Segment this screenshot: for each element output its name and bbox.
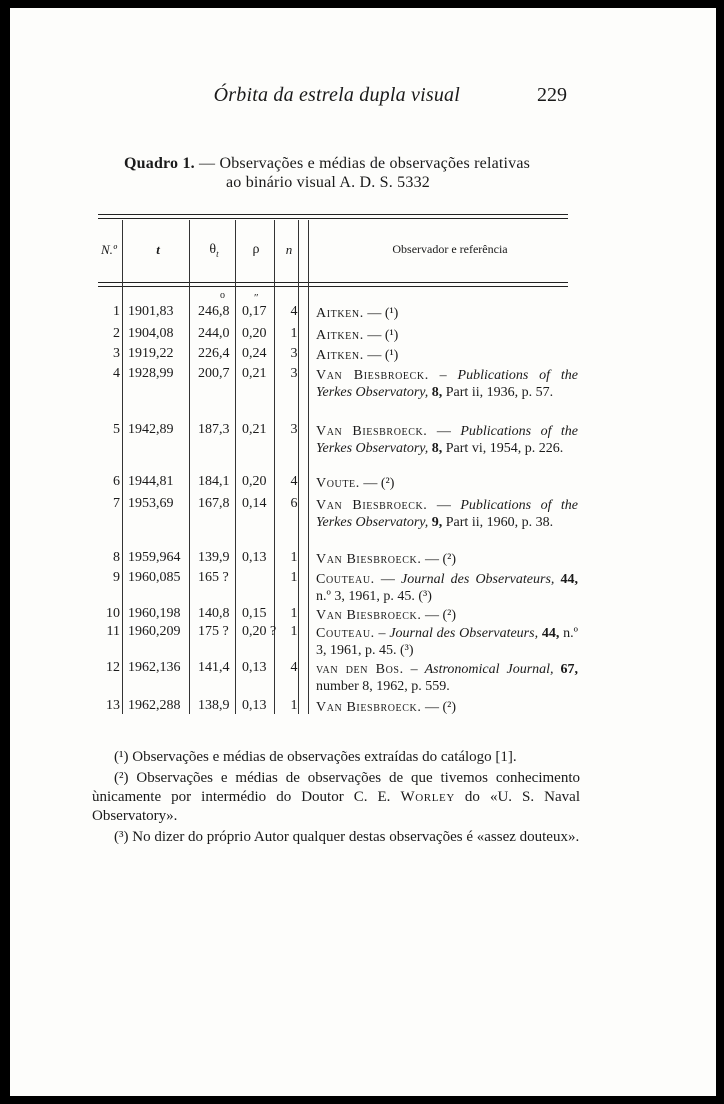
footnote-2: (²) Observações e médias de observações de que tivemos conhecimento ùnicamente por intermédio do Doutor C. E. Worley do «U. S. Naval Observatory». — [92, 770, 580, 824]
observer-name: Aitken. — [316, 306, 364, 321]
volume: 9, — [428, 515, 443, 530]
row-number: 6 — [113, 474, 120, 489]
row-number: 9 — [113, 570, 120, 585]
cell-n: 1 — [290, 550, 298, 565]
observer-name: Van Biesbroeck. — [316, 368, 429, 383]
cell-reference — [316, 367, 578, 401]
cell-reference — [316, 551, 578, 568]
observer-name: Van Biesbroeck. — [316, 700, 422, 715]
row-number: 7 — [113, 496, 120, 511]
cell-reference — [316, 625, 578, 659]
book-page — [10, 8, 716, 1096]
cell-t: 1960,209 — [128, 624, 181, 639]
footnote-3: (³) No dizer do próprio Autor qualquer destas observações é «assez douteux». — [114, 829, 580, 845]
row-number: 8 — [113, 550, 120, 565]
observer-name: Couteau. — [316, 572, 375, 587]
row-number: 2 — [113, 326, 120, 341]
cell-reference — [316, 699, 578, 716]
cell-reference — [316, 607, 578, 624]
footnote-1: (¹) Observações e médias de observações extraídas do catálogo [1]. — [114, 749, 517, 765]
cell-reference — [316, 305, 578, 322]
cell-t: 1962,136 — [128, 660, 181, 675]
cell-theta: 138,9 — [198, 698, 230, 713]
publication-title: Journal des Observateurs, — [401, 572, 555, 587]
reference-detail: Part ii, 1960, p. 38. — [442, 515, 554, 530]
cell-rho: 0,20 — [242, 474, 267, 489]
row-number: 10 — [106, 606, 120, 621]
cell-rho: 0,13 — [242, 698, 267, 713]
cell-n: 6 — [290, 496, 298, 511]
cell-rho: 0,20 ? — [242, 624, 277, 639]
observer-name: Couteau. — [316, 626, 375, 641]
cell-reference — [316, 475, 578, 492]
cell-n: 1 — [290, 606, 298, 621]
volume: 8, — [428, 385, 443, 400]
table-top-rule — [98, 214, 568, 215]
cell-theta: 246,8 — [198, 304, 230, 319]
page-number: 229 — [537, 84, 567, 106]
publication-title: Publications of the Yerkes Observatory, — [316, 368, 579, 400]
reference-detail: n.º 3, 1961, p. 45. (³) — [316, 626, 579, 658]
cell-n: 3 — [290, 366, 298, 381]
cell-theta: 140,8 — [198, 606, 230, 621]
cell-n: 4 — [290, 304, 298, 319]
observer-name: van den Bos. — [316, 662, 404, 677]
row-number: 13 — [106, 698, 120, 713]
reference-separator: — (²) — [421, 608, 456, 623]
row-number: 3 — [113, 346, 120, 361]
cell-rho: 0,24 — [242, 346, 267, 361]
cell-n: 3 — [290, 346, 298, 361]
cell-n: 1 — [290, 698, 298, 713]
cell-t: 1904,08 — [128, 326, 174, 341]
row-number: 11 — [106, 624, 120, 639]
cell-n: 4 — [290, 660, 298, 675]
cell-t: 1901,83 — [128, 304, 174, 319]
cell-n: 1 — [290, 624, 298, 639]
col-sep-1 — [122, 220, 123, 714]
cell-n: 1 — [290, 570, 298, 585]
running-title: Órbita da estrela dupla visual — [213, 84, 460, 106]
volume: 8, — [428, 441, 443, 456]
table-top-rule-2 — [98, 218, 568, 219]
cell-theta: 184,1 — [198, 474, 230, 489]
observer-name: Aitken. — [316, 328, 364, 343]
footnotes — [92, 748, 580, 849]
observer-name: Van Biesbroeck. — [316, 498, 428, 513]
reference-separator: – — [403, 662, 425, 677]
cell-t: 1953,69 — [128, 496, 174, 511]
cell-rho: 0,15 — [242, 606, 267, 621]
cell-theta: 200,7 — [198, 366, 230, 381]
reference-detail: n.º 3, 1961, p. 45. (³) — [316, 589, 432, 604]
cell-reference — [316, 571, 578, 605]
reference-separator: — (¹) — [363, 328, 399, 343]
cell-t: 1960,198 — [128, 606, 181, 621]
row-number: 12 — [106, 660, 120, 675]
observer-name: Aitken. — [316, 348, 364, 363]
cell-t: 1960,085 — [128, 570, 181, 585]
cell-theta: 244,0 — [198, 326, 230, 341]
cell-t: 1944,81 — [128, 474, 174, 489]
cell-rho: 0,20 — [242, 326, 267, 341]
theta-unit: o — [220, 290, 225, 301]
cell-reference — [316, 497, 578, 531]
cell-theta: 165 ? — [198, 570, 229, 585]
cell-t: 1919,22 — [128, 346, 174, 361]
reference-detail: Part vi, 1954, p. 226. — [442, 441, 564, 456]
reference-separator: — — [427, 424, 461, 439]
cell-rho: 0,13 — [242, 660, 267, 675]
publication-title: Publications of the Yerkes Observatory, — [316, 498, 579, 530]
cell-rho: 0,17 — [242, 304, 267, 319]
table-caption — [124, 154, 594, 192]
observer-name: Van Biesbroeck. — [316, 424, 428, 439]
header-ref: Observador e referência — [392, 242, 508, 256]
reference-separator: — — [427, 498, 461, 513]
col-sep-6 — [308, 220, 309, 714]
reference-separator: — (²) — [421, 552, 456, 567]
cell-rho: 0,21 — [242, 366, 267, 381]
header-bottom-rule — [98, 282, 568, 283]
header-rho: ρ — [252, 242, 260, 257]
reference-detail: number 8, 1962, p. 559. — [316, 679, 450, 694]
reference-detail: Part ii, 1936, p. 57. — [442, 385, 554, 400]
cell-rho: 0,21 — [242, 422, 267, 437]
cell-n: 4 — [290, 474, 298, 489]
reference-separator: — (²) — [359, 476, 395, 491]
cell-reference — [316, 327, 578, 344]
reference-separator: – — [428, 368, 458, 383]
cell-n: 1 — [290, 326, 298, 341]
cell-reference — [316, 423, 578, 457]
cell-theta: 167,8 — [198, 496, 230, 511]
caption-line2: ao binário visual A. D. S. 5332 — [226, 174, 430, 191]
cell-t: 1928,99 — [128, 366, 174, 381]
reference-separator: — (¹) — [363, 306, 399, 321]
cell-theta: 141,4 — [198, 660, 230, 675]
cell-theta: 139,9 — [198, 550, 230, 565]
header-n: n — [285, 242, 293, 257]
observer-name: Van Biesbroeck. — [316, 608, 422, 623]
volume: 67, — [553, 662, 578, 677]
volume: 44, — [554, 572, 579, 587]
volume: 44, — [538, 626, 560, 641]
cell-n: 3 — [290, 422, 298, 437]
header-no: N.º — [101, 242, 117, 257]
row-number: 4 — [113, 366, 120, 381]
header-bottom-rule-2 — [98, 286, 568, 287]
cell-rho: 0,13 — [242, 550, 267, 565]
cell-t: 1942,89 — [128, 422, 174, 437]
publication-title: Publications of the Yerkes Observatory, — [316, 424, 579, 456]
cell-t: 1962,288 — [128, 698, 181, 713]
row-number: 5 — [113, 422, 120, 437]
cell-t: 1959,964 — [128, 550, 181, 565]
cell-rho: 0,14 — [242, 496, 267, 511]
header-t: t — [156, 242, 160, 257]
rho-unit: ″ — [254, 292, 259, 304]
observer-name: Van Biesbroeck. — [316, 552, 422, 567]
publication-title: Journal des Observateurs, — [389, 626, 539, 641]
reference-separator: – — [374, 626, 390, 641]
reference-separator: — (²) — [421, 700, 456, 715]
row-number: 1 — [113, 304, 120, 319]
observer-name: Voute. — [316, 476, 360, 491]
caption-label: Quadro 1. — [124, 155, 195, 172]
publication-title: Astronomical Journal, — [424, 662, 554, 677]
header-theta: $\theta_t$ — [209, 242, 219, 259]
cell-theta: 187,3 — [198, 422, 230, 437]
reference-separator: — — [374, 572, 401, 587]
caption-line1: — Observações e médias de observações relativas — [194, 155, 531, 172]
cell-reference — [316, 347, 578, 364]
cell-theta: 175 ? — [198, 624, 229, 639]
reference-separator: — (¹) — [363, 348, 399, 363]
cell-theta: 226,4 — [198, 346, 230, 361]
cell-reference — [316, 661, 578, 695]
